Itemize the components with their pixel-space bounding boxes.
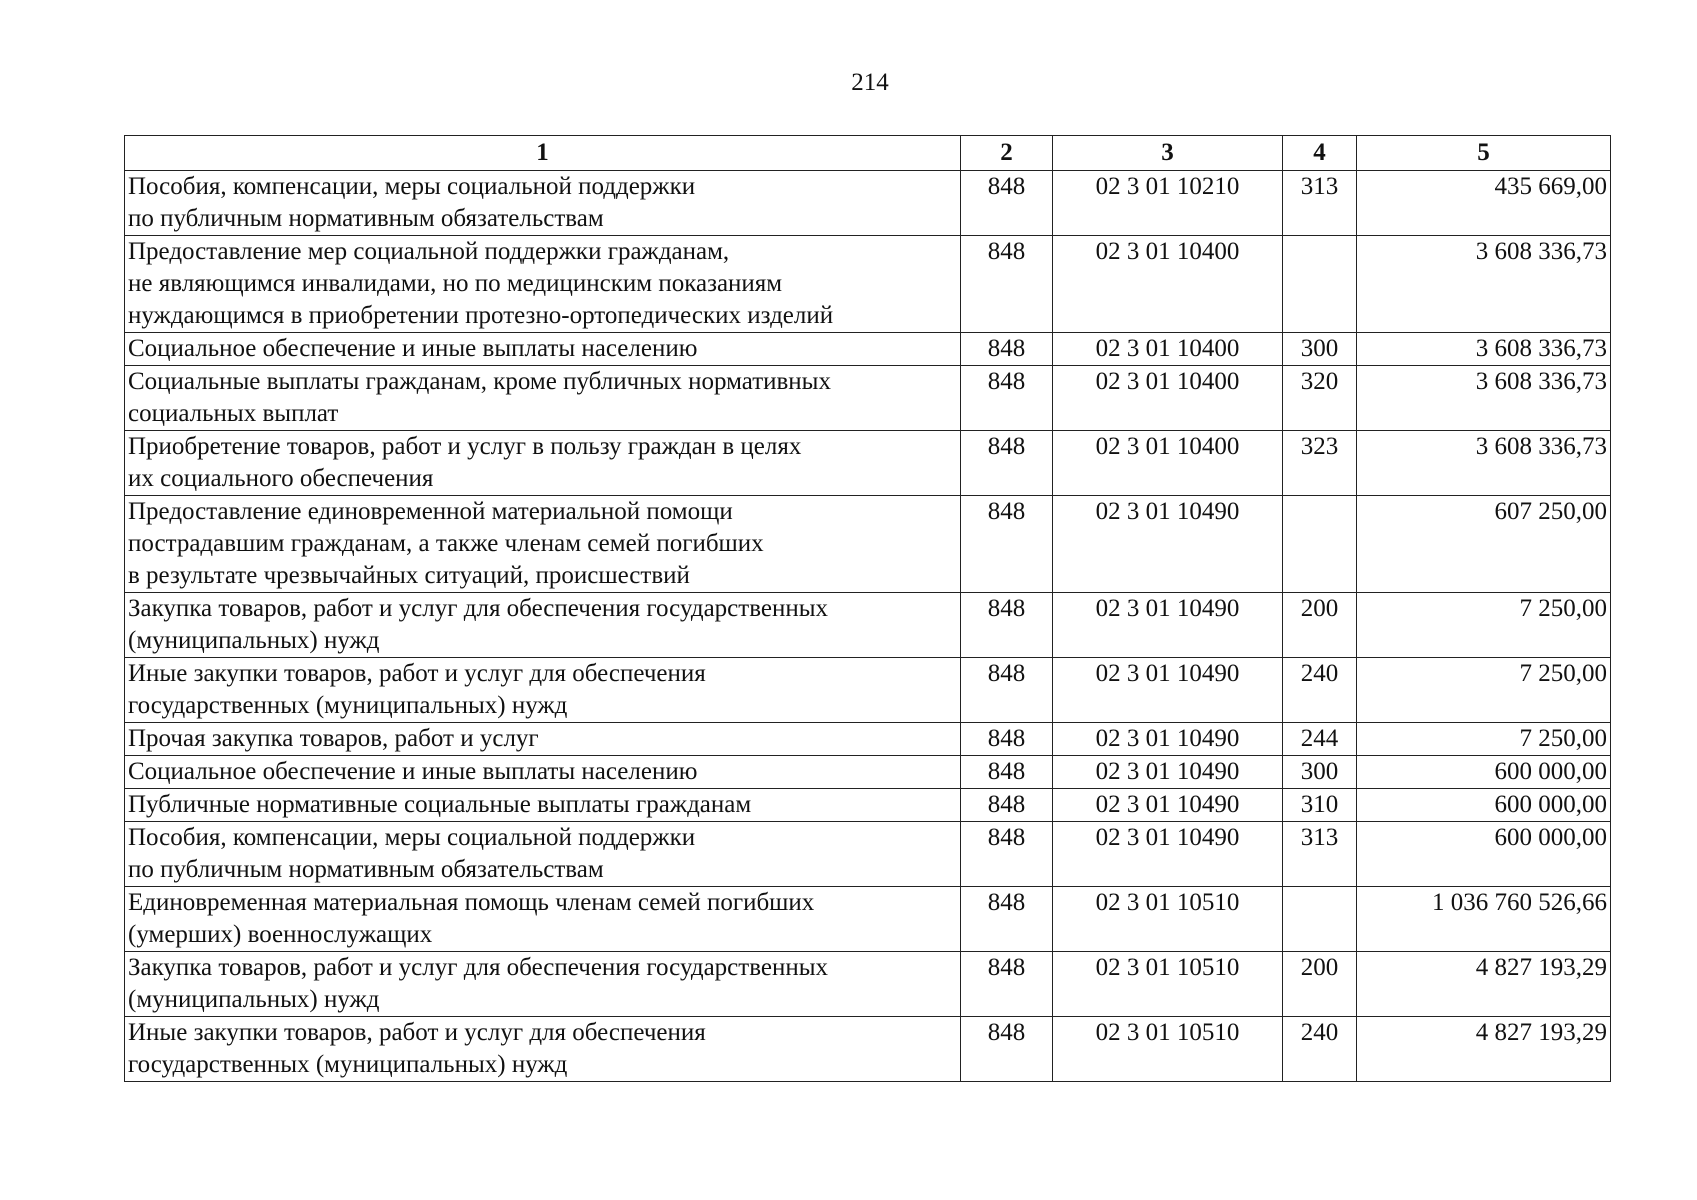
cell-dept: 848	[961, 756, 1053, 789]
cell-sum: 3 608 336,73	[1357, 236, 1611, 333]
cell-sum: 435 669,00	[1357, 171, 1611, 236]
cell-name	[125, 366, 961, 431]
column-header-type: 4	[1283, 136, 1357, 171]
cell-name	[125, 658, 961, 723]
cell-expense-type	[1283, 496, 1357, 593]
cell-expense-type: 310	[1283, 789, 1357, 822]
cell-name-line: социальных выплат	[128, 400, 339, 427]
column-header-dept: 2	[961, 136, 1053, 171]
cell-expense-type: 240	[1283, 658, 1357, 723]
table-row	[125, 236, 1611, 333]
table-row	[125, 887, 1611, 952]
cell-name-line: государственных (муниципальных) нужд	[128, 692, 568, 719]
cell-name-line: Социальное обеспечение и иные выплаты населению	[128, 335, 698, 362]
cell-name-line: Пособия, компенсации, меры социальной поддержки	[128, 173, 696, 200]
table-row	[125, 1017, 1611, 1082]
cell-name-line: государственных (муниципальных) нужд	[128, 1051, 568, 1078]
cell-sum: 3 608 336,73	[1357, 431, 1611, 496]
cell-name	[125, 952, 961, 1017]
cell-name-line: в результате чрезвычайных ситуаций, происшествий	[128, 562, 690, 589]
cell-dept: 848	[961, 431, 1053, 496]
cell-sum: 7 250,00	[1357, 593, 1611, 658]
table-body	[125, 171, 1611, 1082]
cell-sum: 600 000,00	[1357, 822, 1611, 887]
cell-target-code: 02 3 01 10400	[1053, 236, 1283, 333]
budget-table	[124, 135, 1611, 1082]
cell-expense-type: 320	[1283, 366, 1357, 431]
cell-name-line: нуждающимся в приобретении протезно-ортопедических изделий	[128, 302, 834, 329]
cell-dept: 848	[961, 593, 1053, 658]
cell-target-code: 02 3 01 10490	[1053, 789, 1283, 822]
cell-name	[125, 756, 961, 789]
cell-name	[125, 236, 961, 333]
column-header-target: 3	[1053, 136, 1283, 171]
table-header-row	[125, 136, 1611, 171]
cell-dept: 848	[961, 366, 1053, 431]
cell-sum: 7 250,00	[1357, 658, 1611, 723]
cell-expense-type: 300	[1283, 756, 1357, 789]
cell-target-code: 02 3 01 10490	[1053, 723, 1283, 756]
cell-target-code: 02 3 01 10510	[1053, 887, 1283, 952]
cell-sum: 600 000,00	[1357, 789, 1611, 822]
cell-name-line: пострадавшим гражданам, а также членам семей погибших	[128, 530, 764, 557]
cell-name-line: Предоставление единовременной материальной помощи	[128, 498, 733, 525]
cell-name-line: Закупка товаров, работ и услуг для обеспечения государственных	[128, 954, 829, 981]
table-row	[125, 658, 1611, 723]
cell-name	[125, 333, 961, 366]
cell-name-line: (муниципальных) нужд	[128, 986, 380, 1013]
cell-dept: 848	[961, 236, 1053, 333]
table-row	[125, 171, 1611, 236]
page-number: 214	[851, 69, 889, 96]
cell-expense-type: 313	[1283, 822, 1357, 887]
table-row	[125, 723, 1611, 756]
cell-sum: 4 827 193,29	[1357, 952, 1611, 1017]
cell-name-line: Прочая закупка товаров, работ и услуг	[128, 725, 539, 752]
cell-dept: 848	[961, 952, 1053, 1017]
cell-dept: 848	[961, 496, 1053, 593]
table-row	[125, 952, 1611, 1017]
cell-sum: 600 000,00	[1357, 756, 1611, 789]
cell-target-code: 02 3 01 10490	[1053, 756, 1283, 789]
cell-expense-type: 313	[1283, 171, 1357, 236]
column-header-name: 1	[125, 136, 961, 171]
column-header-sum: 5	[1357, 136, 1611, 171]
cell-name	[125, 1017, 961, 1082]
cell-target-code: 02 3 01 10490	[1053, 822, 1283, 887]
cell-expense-type: 200	[1283, 593, 1357, 658]
cell-dept: 848	[961, 658, 1053, 723]
cell-target-code: 02 3 01 10490	[1053, 593, 1283, 658]
cell-target-code: 02 3 01 10510	[1053, 1017, 1283, 1082]
cell-expense-type	[1283, 236, 1357, 333]
cell-expense-type: 240	[1283, 1017, 1357, 1082]
cell-name-line: не являющимся инвалидами, но по медицинским показаниям	[128, 270, 783, 297]
cell-name	[125, 723, 961, 756]
cell-name-line: Пособия, компенсации, меры социальной поддержки	[128, 824, 696, 851]
cell-dept: 848	[961, 789, 1053, 822]
cell-name	[125, 822, 961, 887]
cell-dept: 848	[961, 171, 1053, 236]
cell-sum: 3 608 336,73	[1357, 366, 1611, 431]
cell-sum: 607 250,00	[1357, 496, 1611, 593]
cell-name-line: (муниципальных) нужд	[128, 627, 380, 654]
cell-target-code: 02 3 01 10490	[1053, 658, 1283, 723]
table-row	[125, 496, 1611, 593]
cell-name-line: Социальные выплаты гражданам, кроме публичных нормативных	[128, 368, 831, 395]
cell-sum: 4 827 193,29	[1357, 1017, 1611, 1082]
cell-name-line: по публичным нормативным обязательствам	[128, 205, 604, 232]
table-row	[125, 366, 1611, 431]
cell-expense-type: 244	[1283, 723, 1357, 756]
cell-sum: 7 250,00	[1357, 723, 1611, 756]
cell-name	[125, 431, 961, 496]
cell-expense-type	[1283, 887, 1357, 952]
cell-name	[125, 171, 961, 236]
cell-dept: 848	[961, 887, 1053, 952]
cell-expense-type: 200	[1283, 952, 1357, 1017]
table-row	[125, 756, 1611, 789]
cell-sum: 3 608 336,73	[1357, 333, 1611, 366]
table-row	[125, 789, 1611, 822]
table-row	[125, 822, 1611, 887]
cell-name-line: Единовременная материальная помощь членам семей погибших	[128, 889, 815, 916]
cell-expense-type: 323	[1283, 431, 1357, 496]
cell-name	[125, 789, 961, 822]
table-row	[125, 333, 1611, 366]
cell-target-code: 02 3 01 10400	[1053, 431, 1283, 496]
cell-name-line: Иные закупки товаров, работ и услуг для обеспечения	[128, 1019, 706, 1046]
cell-dept: 848	[961, 723, 1053, 756]
table-row	[125, 593, 1611, 658]
cell-name-line: Приобретение товаров, работ и услуг в пользу граждан в целях	[128, 433, 802, 460]
cell-name-line: Публичные нормативные социальные выплаты гражданам	[128, 791, 752, 818]
cell-sum: 1 036 760 526,66	[1357, 887, 1611, 952]
cell-name	[125, 887, 961, 952]
cell-target-code: 02 3 01 10490	[1053, 496, 1283, 593]
cell-target-code: 02 3 01 10510	[1053, 952, 1283, 1017]
cell-target-code: 02 3 01 10400	[1053, 333, 1283, 366]
cell-dept: 848	[961, 333, 1053, 366]
cell-name-line: Социальное обеспечение и иные выплаты населению	[128, 758, 698, 785]
cell-expense-type: 300	[1283, 333, 1357, 366]
cell-name-line: по публичным нормативным обязательствам	[128, 856, 604, 883]
cell-target-code: 02 3 01 10210	[1053, 171, 1283, 236]
cell-name-line: (умерших) военнослужащих	[128, 921, 433, 948]
cell-name	[125, 496, 961, 593]
cell-dept: 848	[961, 1017, 1053, 1082]
cell-name-line: Закупка товаров, работ и услуг для обеспечения государственных	[128, 595, 829, 622]
cell-name-line: их социального обеспечения	[128, 465, 434, 492]
table-row	[125, 431, 1611, 496]
cell-dept: 848	[961, 822, 1053, 887]
cell-name	[125, 593, 961, 658]
cell-target-code: 02 3 01 10400	[1053, 366, 1283, 431]
cell-name-line: Иные закупки товаров, работ и услуг для обеспечения	[128, 660, 706, 687]
cell-name-line: Предоставление мер социальной поддержки гражданам,	[128, 238, 730, 265]
